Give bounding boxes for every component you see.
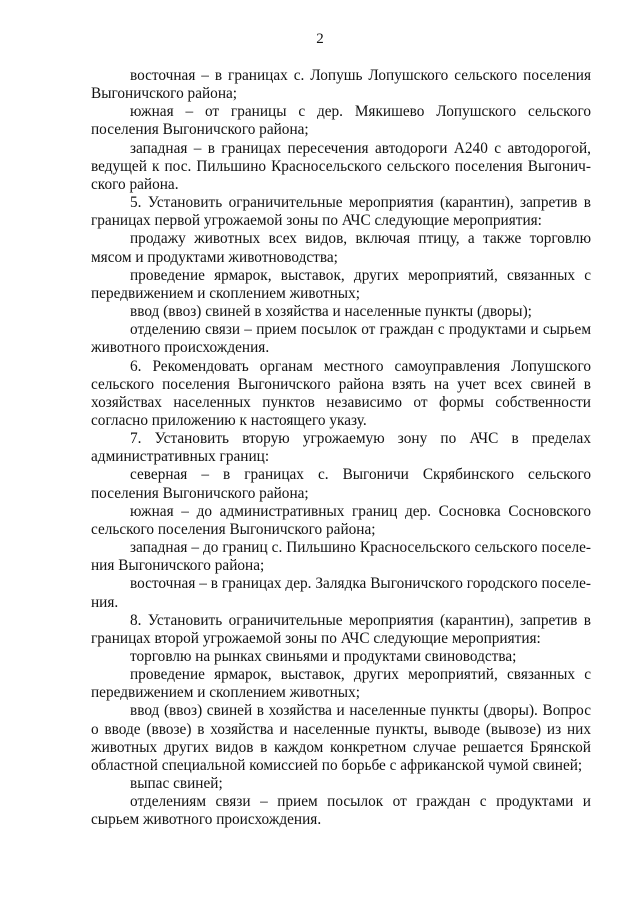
paragraph-ban-pig-grazing: выпас свиней; [130,775,223,793]
paragraph-west-border-zone2: западная – до границ с. Пильшино Красносельского сельского поселения Выгоничского района; [91,539,591,575]
paragraph-north-border-zone2: северная – в границах с. Выгоничи Скрябинского сельского поселения Выгоничского района; [91,466,591,502]
paragraph-south-border-zone1: южная – от границы с дер. Мякишево Лопушского сельского поселения Выгоничского района; [91,103,591,139]
paragraph-item-5: 5. Установить ограничительные мероприятия (карантин), запретив в границах первой угрожаемой зоны по АЧС следующие мероприятия: [91,194,591,230]
paragraph-item-7: 7. Установить вторую угрожаемую зону по АЧС в пределах административных границ: [91,430,591,466]
page-number: 2 [316,31,324,47]
paragraph-east-border-zone2: восточная – в границах дер. Залядка Выгоничского городского поселения. [91,575,591,611]
paragraph-ban-pig-import-zone1: ввод (ввоз) свиней в хозяйства и населенные пункты (дворы); [130,303,532,321]
paragraph-ban-pig-import-zone2: ввод (ввоз) свиней в хозяйства и населенные пункты (дворы). Вопрос о вводе (ввозе) в хозяйства и населенные пункты, выводе (вывозе) из них животных других видов в каждом конкретном случае решается Брянской областной специальной комиссией по борьбе с африканской чумой свиней; [91,702,591,774]
paragraph-post-office-zone2: отделениям связи – прием посылок от граждан с продуктами и сырьем животного происхождения. [91,793,591,829]
paragraph-item-6: 6. Рекомендовать органам местного самоуправления Лопушского сельского поселения Выгоничского района взять на учет всех свиней в хозяйствах населенных пунктов независимо от формы собственности согласно приложению к настоящего указу. [91,357,591,429]
paragraph-post-office-zone1: отделению связи – прием посылок от граждан с продуктами и сырьем животного происхождения. [91,321,591,357]
paragraph-south-border-zone2: южная – до административных границ дер. Сосновка Сосновского сельского поселения Выгоничского района; [91,502,591,538]
paragraph-east-border-zone1: восточная – в границах с. Лопушь Лопушского сельского поселения Выгоничского района; [91,67,591,103]
paragraph-ban-animal-sales: продажу животных всех видов, включая птицу, а также торговлю мясом и продуктами животноводства; [91,230,591,266]
paragraph-west-border-zone1: западная – в границах пересечения автодороги А240 с автодорогой, ведущей к пос. Пильшино Красносельского сельского поселения Выгоничского района. [91,139,591,193]
paragraph-item-8: 8. Установить ограничительные мероприятия (карантин), запретив в границах второй угрожаемой зоны по АЧС следующие мероприятия: [91,611,591,647]
paragraph-ban-fairs-zone2: проведение ярмарок, выставок, других мероприятий, связанных с передвижением и скоплением животных; [91,666,591,702]
paragraph-ban-market-trade: торговлю на рынках свиньями и продуктами свиноводства; [130,648,517,665]
document-body [91,67,591,830]
paragraph-ban-fairs-zone1: проведение ярмарок, выставок, других мероприятий, связанных с передвижением и скоплением животных; [91,266,591,302]
